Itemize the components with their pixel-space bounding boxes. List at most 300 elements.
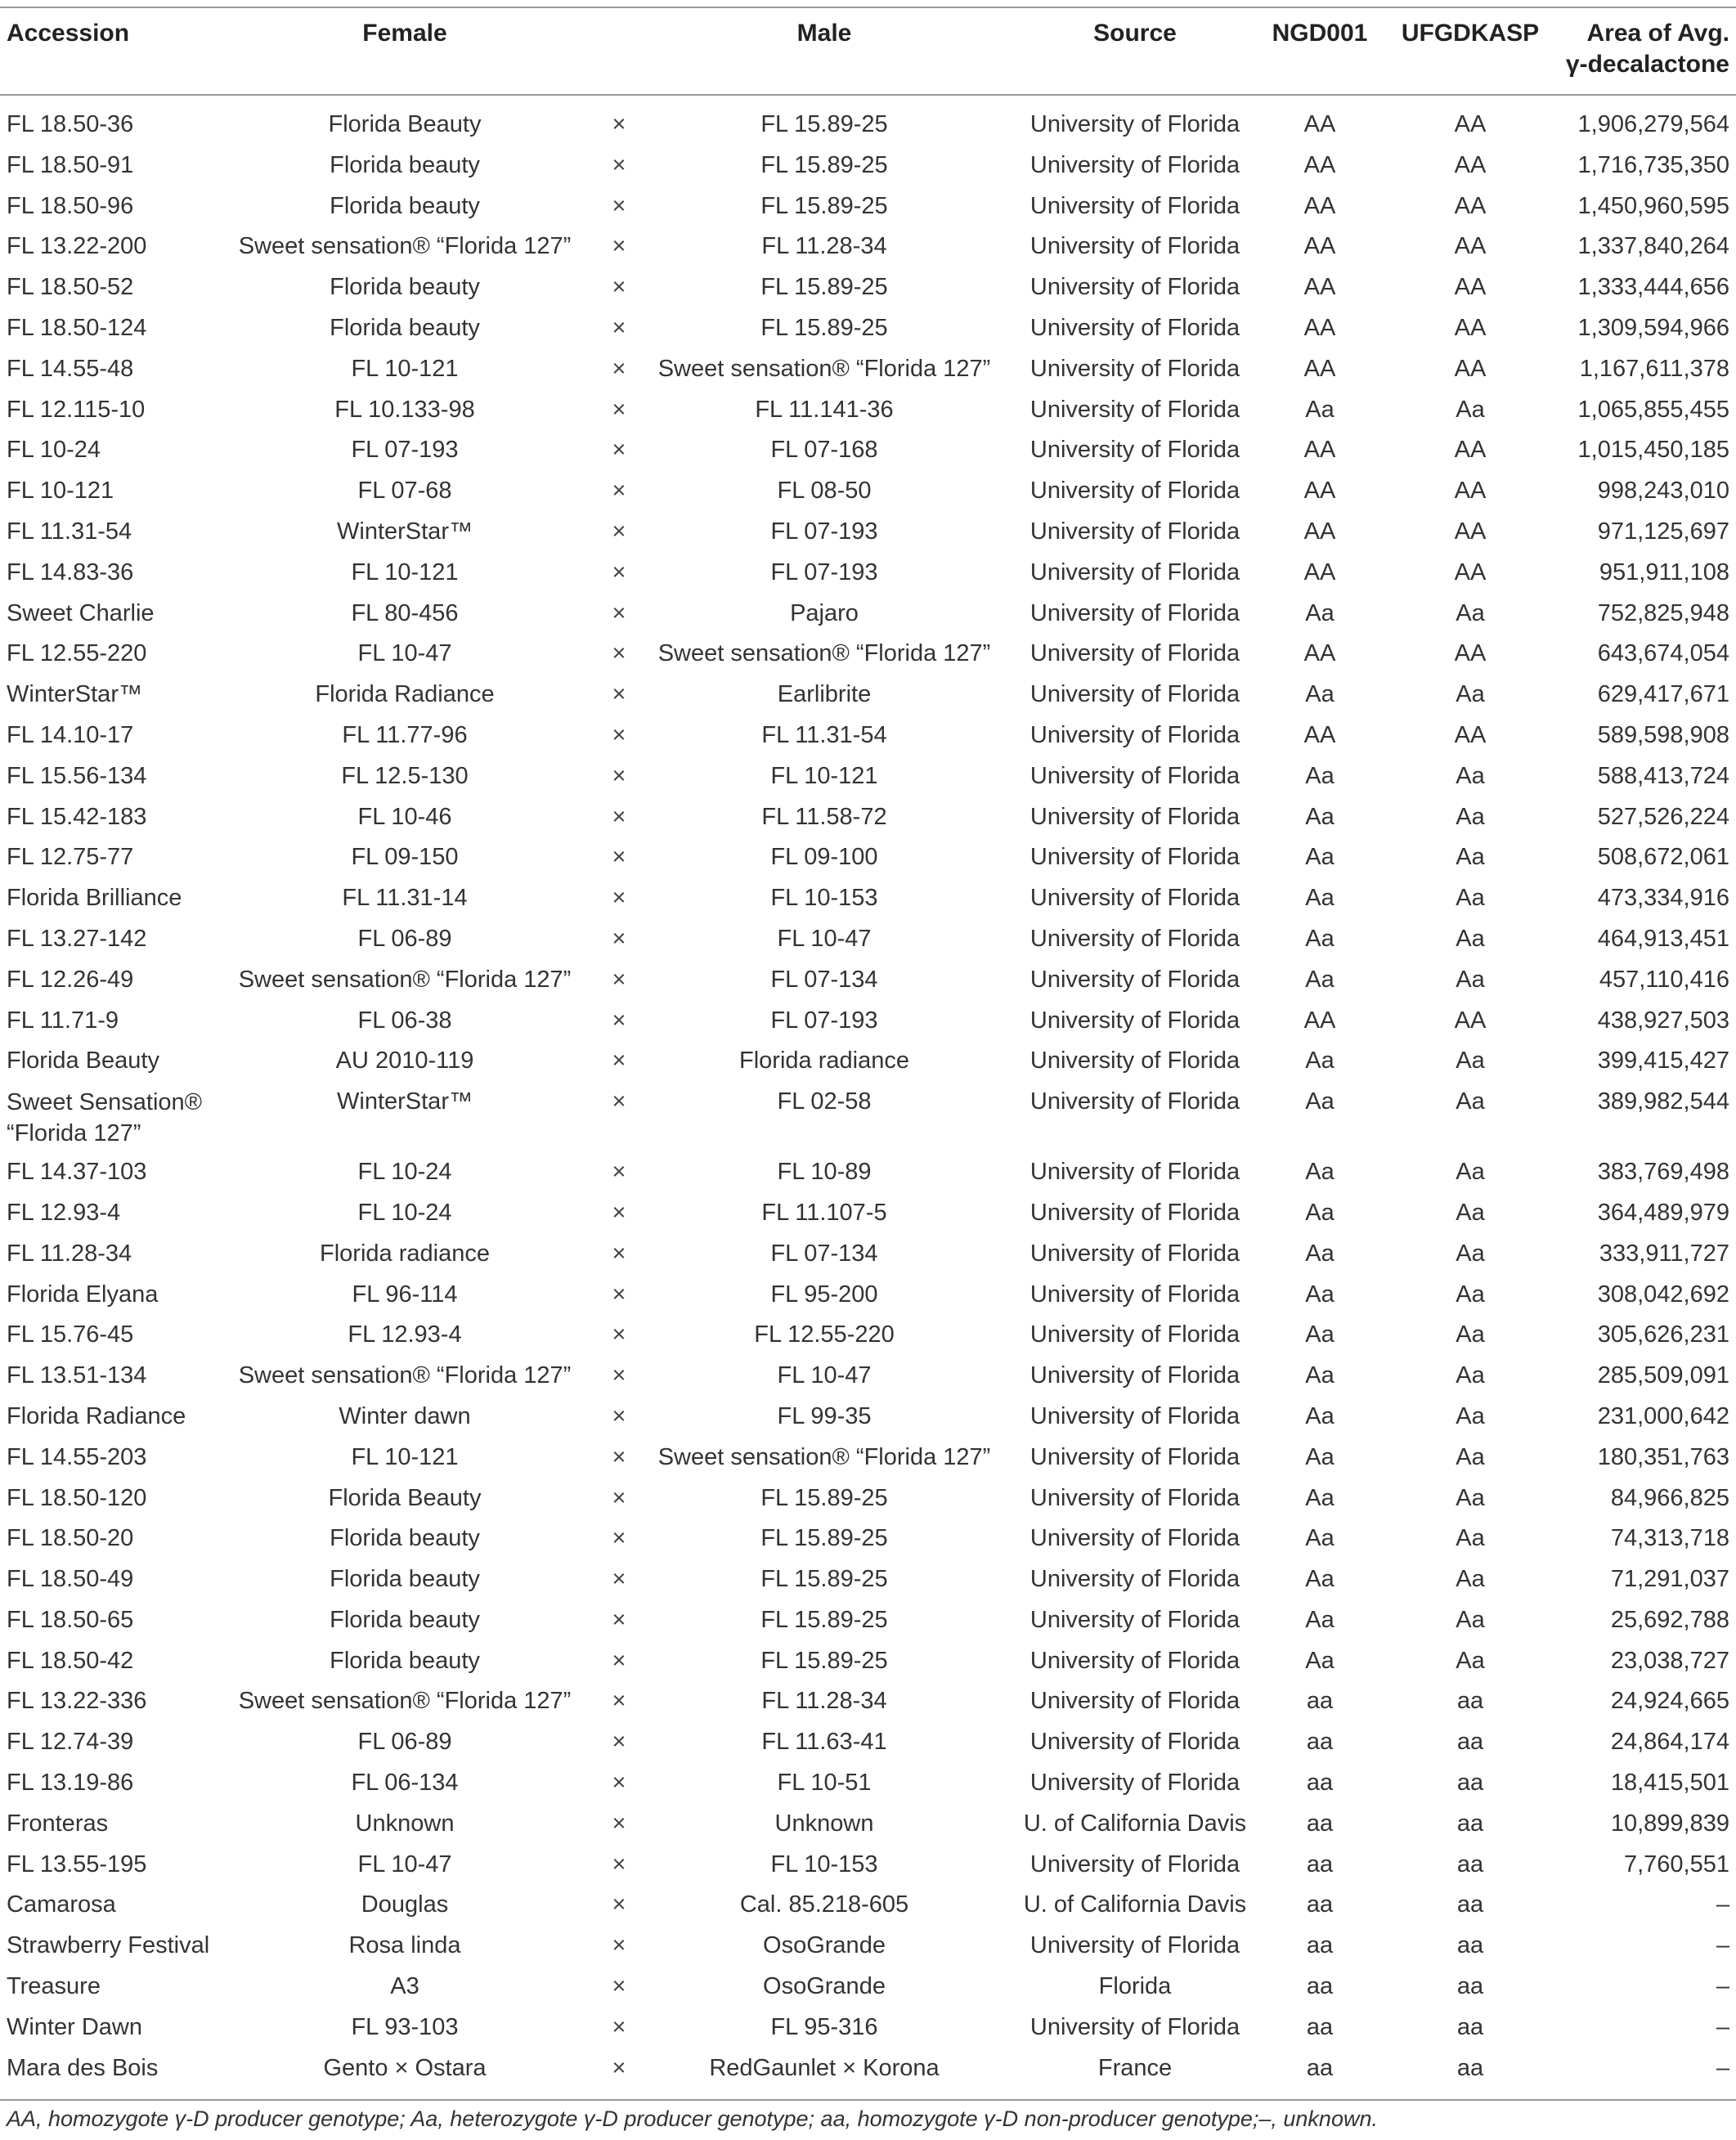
header-area xyxy=(1537,18,1729,80)
cell-source: France xyxy=(1097,2054,1173,2081)
table-body xyxy=(0,105,1736,2088)
cell-male: FL 15.89-25 xyxy=(760,192,888,219)
cell-ufgdkasp: Aa xyxy=(1456,681,1485,708)
cell-source: University of Florida xyxy=(1029,1240,1240,1267)
cell-area: 1,333,444,656 xyxy=(1577,274,1729,301)
cell-accession: Mara des Bois xyxy=(7,2054,159,2081)
cell-female: FL 07-193 xyxy=(351,437,459,464)
cell-female: FL 06-134 xyxy=(351,1770,459,1797)
cell-area: 180,351,763 xyxy=(1597,1443,1729,1470)
cell-female: FL 06-89 xyxy=(357,925,452,952)
cell-female: Florida beauty xyxy=(330,1525,480,1552)
cell-male: FL 99-35 xyxy=(777,1402,872,1429)
cell-area: 74,313,718 xyxy=(1610,1525,1729,1552)
cell-female: Florida beauty xyxy=(330,192,480,219)
cell-ngd001: aa xyxy=(1306,1891,1334,1918)
table-row xyxy=(0,919,1736,960)
cell-cross: × xyxy=(612,151,626,178)
header-ngd001: NGD001 xyxy=(1272,20,1368,47)
cell-area: 333,911,727 xyxy=(1599,1240,1729,1267)
cell-ufgdkasp: Aa xyxy=(1456,396,1485,423)
cell-ufgdkasp: Aa xyxy=(1456,1362,1485,1389)
cell-female: Florida beauty xyxy=(330,274,480,301)
cell-cross: × xyxy=(612,396,626,423)
cell-male: FL 15.89-25 xyxy=(760,1606,888,1633)
cell-ngd001: AA xyxy=(1303,518,1336,545)
cell-source: University of Florida xyxy=(1029,355,1240,382)
table-row xyxy=(0,1438,1736,1478)
cell-ufgdkasp: aa xyxy=(1456,1688,1484,1715)
header-area-line2: γ-decalactone xyxy=(1565,51,1729,78)
cell-female: FL 10-46 xyxy=(357,803,452,830)
cell-female: Sweet sensation® “Florida 127” xyxy=(238,1688,572,1715)
cell-accession: Florida Elyana xyxy=(7,1281,159,1308)
table-top-rule xyxy=(0,7,1736,8)
cell-source: University of Florida xyxy=(1029,1048,1240,1074)
cell-ngd001: Aa xyxy=(1305,1321,1335,1348)
table-row xyxy=(0,1001,1736,1042)
cell-female: FL 06-89 xyxy=(357,1729,452,1756)
cell-cross: × xyxy=(612,966,626,993)
cell-area: – xyxy=(1716,2013,1729,2040)
cell-source: University of Florida xyxy=(1029,559,1240,585)
cell-source: University of Florida xyxy=(1029,1088,1240,1115)
cell-cross: × xyxy=(612,803,626,830)
cell-accession: Florida Brilliance xyxy=(7,885,182,912)
cell-ngd001: AA xyxy=(1303,233,1336,260)
cell-male: Unknown xyxy=(774,1810,874,1837)
cell-source: University of Florida xyxy=(1029,844,1240,871)
table-row xyxy=(0,756,1736,797)
cell-area: 1,337,840,264 xyxy=(1577,233,1729,260)
cell-accession: Treasure xyxy=(7,1973,101,2000)
cell-ufgdkasp: AA xyxy=(1454,192,1487,219)
cell-cross: × xyxy=(612,1566,626,1593)
cell-ufgdkasp: aa xyxy=(1456,1973,1484,2000)
cell-ufgdkasp: AA xyxy=(1454,559,1487,585)
table-row xyxy=(0,960,1736,1001)
cell-cross: × xyxy=(612,1647,626,1674)
table-row xyxy=(0,1315,1736,1356)
cell-female: Florida beauty xyxy=(330,314,480,341)
cell-ngd001: AA xyxy=(1303,559,1336,585)
cell-ngd001: Aa xyxy=(1305,844,1335,871)
table-row xyxy=(0,2048,1736,2089)
cell-ngd001: Aa xyxy=(1305,1362,1335,1389)
cell-accession: Winter Dawn xyxy=(7,2013,142,2040)
table-row xyxy=(0,1478,1736,1519)
table-row xyxy=(0,634,1736,675)
table-row xyxy=(0,1763,1736,1804)
table-row xyxy=(0,1681,1736,1722)
cell-area: 643,674,054 xyxy=(1597,640,1729,667)
cell-cross: × xyxy=(612,681,626,708)
table-row xyxy=(0,308,1736,349)
cell-female: FL 10-121 xyxy=(351,559,459,585)
table-header xyxy=(0,10,1736,92)
cell-male: FL 08-50 xyxy=(777,478,872,505)
cell-male: FL 15.89-25 xyxy=(760,111,888,137)
cell-area: 438,927,503 xyxy=(1597,1007,1729,1034)
cell-accession: FL 13.55-195 xyxy=(7,1851,147,1878)
table-row xyxy=(0,878,1736,919)
cell-ngd001: Aa xyxy=(1305,966,1335,993)
cell-area: 383,769,498 xyxy=(1597,1159,1729,1186)
cell-accession: Sweet Sensation® “Florida 127” xyxy=(7,1089,203,1147)
cell-area: 1,065,855,455 xyxy=(1577,396,1729,423)
cell-area: 1,450,960,595 xyxy=(1577,192,1729,219)
cell-ngd001: AA xyxy=(1303,1007,1336,1034)
cell-accession: FL 14.55-48 xyxy=(7,355,134,382)
cell-cross: × xyxy=(612,274,626,301)
cell-female: FL 09-150 xyxy=(351,844,459,871)
cell-male: FL 10-89 xyxy=(777,1159,872,1186)
cell-male: FL 11.58-72 xyxy=(761,803,887,830)
cell-source: University of Florida xyxy=(1029,2013,1240,2040)
cell-cross: × xyxy=(612,844,626,871)
cell-accession: FL 13.22-336 xyxy=(7,1688,147,1715)
cell-cross: × xyxy=(612,1402,626,1429)
cell-female: Florida Beauty xyxy=(328,111,482,137)
header-rule xyxy=(0,94,1736,96)
cell-ufgdkasp: aa xyxy=(1456,1932,1484,1959)
cell-male: Sweet sensation® “Florida 127” xyxy=(657,640,991,667)
cell-male: FL 10-153 xyxy=(770,885,878,912)
cell-cross: × xyxy=(612,1443,626,1470)
cell-ufgdkasp: AA xyxy=(1454,111,1487,137)
cell-ngd001: AA xyxy=(1303,478,1336,505)
cell-female: FL 11.31-14 xyxy=(342,885,468,912)
table-row xyxy=(0,837,1736,878)
table-row xyxy=(0,186,1736,227)
cell-ufgdkasp: aa xyxy=(1456,2013,1484,2040)
cell-female: FL 96-114 xyxy=(352,1281,458,1308)
cell-ngd001: Aa xyxy=(1305,396,1335,423)
table-bottom-rule xyxy=(0,2099,1736,2101)
cell-ufgdkasp: Aa xyxy=(1456,1566,1485,1593)
cell-ngd001: Aa xyxy=(1305,1647,1335,1674)
cell-source: University of Florida xyxy=(1029,518,1240,545)
header-accession: Accession xyxy=(7,20,130,47)
cell-accession: FL 15.42-183 xyxy=(7,803,147,830)
table-row xyxy=(0,1082,1736,1152)
cell-area: 1,906,279,564 xyxy=(1577,111,1729,137)
cell-source: University of Florida xyxy=(1029,1729,1240,1756)
cell-ufgdkasp: AA xyxy=(1454,640,1487,667)
cell-male: FL 11.28-34 xyxy=(761,1688,887,1715)
cell-source: University of Florida xyxy=(1029,1402,1240,1429)
cell-area: 1,015,450,185 xyxy=(1577,437,1729,464)
table-row xyxy=(0,1041,1736,1082)
cell-area: 508,672,061 xyxy=(1597,844,1729,871)
cell-area: 464,913,451 xyxy=(1597,925,1729,952)
cell-accession: FL 13.19-86 xyxy=(7,1770,134,1797)
cell-ufgdkasp: Aa xyxy=(1456,1159,1485,1186)
cell-ngd001: Aa xyxy=(1305,1048,1335,1074)
cell-female: FL 93-103 xyxy=(351,2013,459,2040)
cell-male: FL 15.89-25 xyxy=(760,1566,888,1593)
cell-ufgdkasp: AA xyxy=(1454,478,1487,505)
cell-female: WinterStar™ xyxy=(337,518,473,545)
cell-ngd001: Aa xyxy=(1305,1199,1335,1226)
cell-ngd001: AA xyxy=(1303,192,1336,219)
cell-accession: FL 15.76-45 xyxy=(7,1321,134,1348)
cell-female: Gento × Ostara xyxy=(323,2054,487,2081)
table-row xyxy=(0,675,1736,716)
cell-male: FL 10-51 xyxy=(777,1770,872,1797)
cell-ngd001: Aa xyxy=(1305,925,1335,952)
cell-male: FL 07-193 xyxy=(770,518,878,545)
cell-ngd001: aa xyxy=(1306,2013,1334,2040)
table-row xyxy=(0,2008,1736,2048)
cell-ufgdkasp: aa xyxy=(1456,2054,1484,2081)
header-male: Male xyxy=(796,20,852,47)
table-row xyxy=(0,1397,1736,1438)
table-row xyxy=(0,1967,1736,2008)
cell-cross: × xyxy=(612,1088,626,1115)
cell-ngd001: AA xyxy=(1303,721,1336,748)
cell-area: 1,716,735,350 xyxy=(1577,151,1729,178)
cell-area: 1,167,611,378 xyxy=(1579,355,1729,382)
cell-cross: × xyxy=(612,1362,626,1389)
cell-accession: FL 12.26-49 xyxy=(7,966,134,993)
cell-female: Sweet sensation® “Florida 127” xyxy=(238,966,572,993)
cell-area: 998,243,010 xyxy=(1597,478,1729,505)
table-row xyxy=(0,1152,1736,1193)
cell-male: Sweet sensation® “Florida 127” xyxy=(657,1443,991,1470)
table-row xyxy=(0,267,1736,308)
cell-cross: × xyxy=(612,1606,626,1633)
cell-source: University of Florida xyxy=(1029,1281,1240,1308)
cell-cross: × xyxy=(612,559,626,585)
cell-cross: × xyxy=(612,1240,626,1267)
table-row xyxy=(0,390,1736,431)
cell-source: University of Florida xyxy=(1029,437,1240,464)
cell-cross: × xyxy=(612,762,626,789)
cell-ngd001: aa xyxy=(1306,1688,1334,1715)
cell-cross: × xyxy=(612,1932,626,1959)
cell-male: Cal. 85.218-605 xyxy=(739,1891,909,1918)
cell-cross: × xyxy=(612,233,626,260)
cell-accession: FL 11.31-54 xyxy=(7,518,132,545)
cell-ngd001: Aa xyxy=(1305,599,1335,626)
cell-ufgdkasp: aa xyxy=(1456,1810,1484,1837)
cell-ngd001: Aa xyxy=(1305,1606,1335,1633)
cell-female: Florida Radiance xyxy=(315,681,495,708)
cell-male: FL 15.89-25 xyxy=(760,314,888,341)
cell-accession: WinterStar™ xyxy=(7,681,142,708)
table-row xyxy=(0,1193,1736,1234)
cell-ufgdkasp: Aa xyxy=(1456,925,1485,952)
cell-ufgdkasp: Aa xyxy=(1456,1402,1485,1429)
cell-female: Sweet sensation® “Florida 127” xyxy=(238,233,572,260)
cell-accession: FL 10-121 xyxy=(7,478,114,505)
cell-cross: × xyxy=(612,1891,626,1918)
cell-female: FL 12.5-130 xyxy=(341,762,469,789)
cell-ngd001: Aa xyxy=(1305,1402,1335,1429)
cell-area: 588,413,724 xyxy=(1597,762,1729,789)
cell-female: Rosa linda xyxy=(348,1932,461,1959)
cell-area: 527,526,224 xyxy=(1597,803,1729,830)
cell-male: Earlibrite xyxy=(777,681,872,708)
cell-accession: FL 18.50-49 xyxy=(7,1566,134,1593)
cell-source: University of Florida xyxy=(1029,1932,1240,1959)
cell-ufgdkasp: AA xyxy=(1454,1007,1487,1034)
cell-male: FL 95-316 xyxy=(770,2013,878,2040)
cell-accession: FL 12.55-220 xyxy=(7,640,147,667)
cell-male: OsoGrande xyxy=(763,1932,886,1959)
header-area-line1: Area of Avg. xyxy=(1586,20,1729,47)
cell-source: University of Florida xyxy=(1029,1199,1240,1226)
cell-female: AU 2010-119 xyxy=(335,1048,474,1074)
cell-ufgdkasp: Aa xyxy=(1456,599,1485,626)
cell-ufgdkasp: Aa xyxy=(1456,1484,1485,1511)
cell-female: Florida beauty xyxy=(330,1647,480,1674)
cell-ngd001: Aa xyxy=(1305,1240,1335,1267)
cell-male: FL 12.55-220 xyxy=(754,1321,895,1348)
cell-area: 285,509,091 xyxy=(1597,1362,1729,1389)
cell-female: Florida beauty xyxy=(330,1566,480,1593)
cell-male: FL 11.28-34 xyxy=(761,233,887,260)
cell-area: 629,417,671 xyxy=(1597,681,1729,708)
cell-female: FL 10-47 xyxy=(357,640,452,667)
cell-source: University of Florida xyxy=(1029,803,1240,830)
cell-accession: FL 18.50-36 xyxy=(7,111,134,137)
cell-male: FL 10-47 xyxy=(777,925,872,952)
table-row xyxy=(0,1519,1736,1559)
cell-area: 457,110,416 xyxy=(1599,966,1729,993)
cell-cross: × xyxy=(612,1484,626,1511)
cell-cross: × xyxy=(612,925,626,952)
cell-female: Douglas xyxy=(361,1891,449,1918)
table-row xyxy=(0,349,1736,390)
cell-cross: × xyxy=(612,1525,626,1552)
cell-cross: × xyxy=(612,1729,626,1756)
cell-ngd001: Aa xyxy=(1305,1525,1335,1552)
cell-source: University of Florida xyxy=(1029,1484,1240,1511)
cell-accession: FL 14.55-203 xyxy=(7,1443,147,1470)
table-row xyxy=(0,1885,1736,1926)
cell-accession: Florida Beauty xyxy=(7,1048,159,1074)
cell-accession: Fronteras xyxy=(7,1810,109,1837)
cell-ngd001: Aa xyxy=(1305,1159,1335,1186)
cell-source: University of Florida xyxy=(1029,885,1240,912)
cell-source: University of Florida xyxy=(1029,396,1240,423)
cell-male: FL 07-134 xyxy=(770,1240,878,1267)
cell-cross: × xyxy=(612,437,626,464)
cell-source: University of Florida xyxy=(1029,1321,1240,1348)
cell-cross: × xyxy=(612,1048,626,1074)
cell-ufgdkasp: AA xyxy=(1454,355,1487,382)
cell-ufgdkasp: Aa xyxy=(1456,1606,1485,1633)
cell-area: 364,489,979 xyxy=(1597,1199,1729,1226)
cell-female: FL 80-456 xyxy=(351,599,459,626)
cell-source: University of Florida xyxy=(1029,151,1240,178)
cell-ngd001: AA xyxy=(1303,355,1336,382)
cell-cross: × xyxy=(612,111,626,137)
cell-accession: FL 18.50-20 xyxy=(7,1525,134,1552)
cell-male: FL 15.89-25 xyxy=(760,1525,888,1552)
table-row xyxy=(0,1275,1736,1316)
cell-female: FL 10.133-98 xyxy=(334,396,475,423)
cell-female: FL 10-121 xyxy=(351,355,459,382)
cell-source: University of Florida xyxy=(1029,478,1240,505)
cell-cross: × xyxy=(612,1688,626,1715)
cell-female: FL 10-24 xyxy=(357,1199,452,1226)
cell-cross: × xyxy=(612,2054,626,2081)
table-row xyxy=(0,1641,1736,1682)
cell-cross: × xyxy=(612,192,626,219)
cell-cross: × xyxy=(612,314,626,341)
cell-ufgdkasp: Aa xyxy=(1456,1240,1485,1267)
cell-area: 24,864,174 xyxy=(1610,1729,1729,1756)
cell-ngd001: Aa xyxy=(1305,1281,1335,1308)
cell-male: FL 11.107-5 xyxy=(761,1199,887,1226)
table-row xyxy=(0,553,1736,594)
cell-area: 7,760,551 xyxy=(1623,1851,1729,1878)
table-row xyxy=(0,471,1736,512)
table-row xyxy=(0,1356,1736,1397)
table-row xyxy=(0,797,1736,838)
cell-ngd001: aa xyxy=(1306,2054,1334,2081)
cell-female: FL 10-121 xyxy=(351,1443,459,1470)
cell-ufgdkasp: AA xyxy=(1454,151,1487,178)
cell-cross: × xyxy=(612,1810,626,1837)
cell-ngd001: Aa xyxy=(1305,1443,1335,1470)
cell-accession: Strawberry Festival xyxy=(7,1932,210,1959)
cell-male: FL 15.89-25 xyxy=(760,274,888,301)
cell-source: University of Florida xyxy=(1029,274,1240,301)
cell-area: – xyxy=(1716,1973,1729,2000)
cell-female: Florida radiance xyxy=(320,1240,490,1267)
cell-source: University of Florida xyxy=(1029,1566,1240,1593)
cell-ngd001: Aa xyxy=(1305,1088,1335,1115)
cell-accession: Sweet Charlie xyxy=(7,599,155,626)
cell-accession: FL 12.74-39 xyxy=(7,1729,134,1756)
cell-ufgdkasp: Aa xyxy=(1456,1199,1485,1226)
cell-cross: × xyxy=(612,721,626,748)
cell-ngd001: Aa xyxy=(1305,885,1335,912)
cell-area: 1,309,594,966 xyxy=(1577,314,1729,341)
cell-female: FL 11.77-96 xyxy=(342,721,468,748)
cell-ngd001: aa xyxy=(1306,1810,1334,1837)
cell-female: Florida beauty xyxy=(330,151,480,178)
cell-accession: FL 13.27-142 xyxy=(7,925,147,952)
cell-female: Florida Beauty xyxy=(328,1484,482,1511)
cell-accession: FL 18.50-96 xyxy=(7,192,134,219)
cell-accession: FL 18.50-42 xyxy=(7,1647,134,1674)
cell-area: 473,334,916 xyxy=(1597,885,1729,912)
cell-cross: × xyxy=(612,1159,626,1186)
cell-ufgdkasp: Aa xyxy=(1456,885,1485,912)
table-row xyxy=(0,227,1736,267)
table-row xyxy=(0,1804,1736,1845)
cell-ngd001: aa xyxy=(1306,1932,1334,1959)
cell-female: A3 xyxy=(390,1973,419,2000)
cell-male: FL 15.89-25 xyxy=(760,1647,888,1674)
cell-source: University of Florida xyxy=(1029,1770,1240,1797)
cell-source: University of Florida xyxy=(1029,192,1240,219)
cell-area: 308,042,692 xyxy=(1597,1281,1729,1308)
cell-area: 23,038,727 xyxy=(1610,1647,1729,1674)
cell-ngd001: Aa xyxy=(1305,803,1335,830)
cell-cross: × xyxy=(612,518,626,545)
cell-ufgdkasp: Aa xyxy=(1456,1443,1485,1470)
cell-ngd001: AA xyxy=(1303,437,1336,464)
cell-source: U. of California Davis xyxy=(1023,1891,1247,1918)
cell-female: Winter dawn xyxy=(339,1402,471,1429)
cell-source: University of Florida xyxy=(1029,681,1240,708)
